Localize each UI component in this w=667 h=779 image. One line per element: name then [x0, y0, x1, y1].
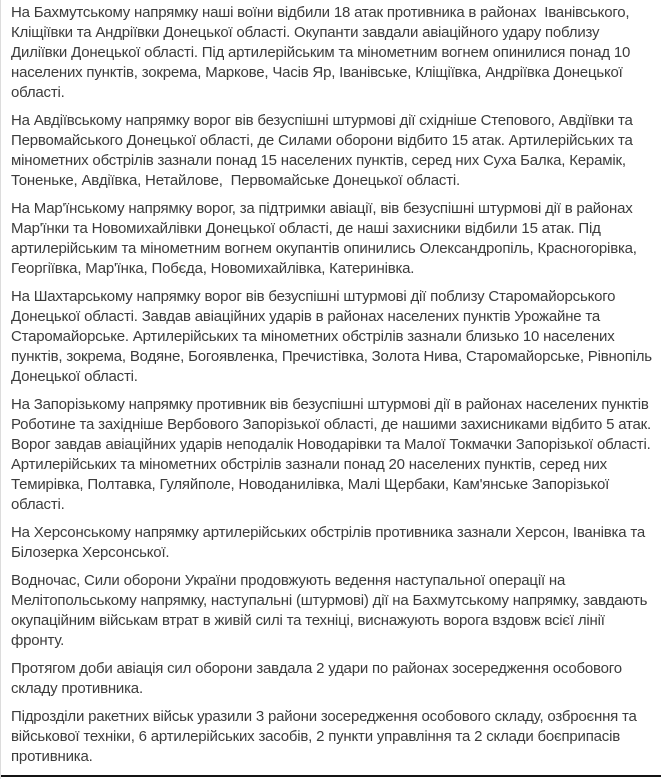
- paragraph-bakhmut-direction: На Бахмутському напрямку наші воїни відбили 18 атак противника в районах Іванівського, Кліщіївки та Андріївки Донецької області. Окупанти завдали авіаційного удару поблизу Диліївки Донецької області. Під артилерійським та мінометним вогнем опинилися понад 10 населених пунктів, зокрема, Маркове, Часів Яр, Іванівське, Кліщіївка, Андріївка Донецької області.: [11, 4, 635, 101]
- paragraph-missile-forces: Підрозділи ракетних військ уразили 3 райони зосередження особового складу, озброєння та військової техніки, 6 артилерійських засобів, 2 пункти управління та 2 склади боєприпасів противника.: [11, 708, 641, 765]
- paragraph-shakhtarsk-direction: На Шахтарському напрямку ворог вів безуспішні штурмові дії поблизу Старомайорського Донецької області. Завдав авіаційних ударів в районах населених пунктів Урожайне та Старомайорське. Артилерійських та мінометних обстрілів зазнали близько 10 населених пунктів, зокрема, Водяне, Богоявленка, Пречистівка, Золота Нива, Старомайорське, Рівнопіль Донецької області.: [11, 288, 656, 385]
- paragraph-aviation-strikes: Протягом доби авіація сил оборони завдала 2 удари по районах зосередження особового складу противника.: [11, 660, 626, 697]
- paragraph-avdiivka-direction: На Авдіївському напрямку ворог вів безуспішні штурмові дії східніше Степового, Авдіївки та Первомайського Донецької області, де Силами оборони відбито 15 атак. Артилерійських та мінометних обстрілів зазнали понад 15 населених пунктів, серед них Суха Балка, Керамік, Тоненьке, Авдіївка, Нетайлове, Первомайське Донецької області.: [11, 112, 637, 189]
- paragraph-marinka-direction: На Мар'їнському напрямку ворог, за підтримки авіації, вів безуспішні штурмові дії в районах Мар'їнки та Новомихайлівки Донецької області, де наші захисники відбили 15 атак. Під артилерійським та мінометним вогнем окупантів опинились Олександропіль, Красногорівка, Георгіївка, Мар'їнка, Побєда, Новомихайлівка, Катеринівка.: [11, 200, 641, 277]
- paragraph-kherson-direction: На Херсонському напрямку артилерійських обстрілів противника зазнали Херсон, Іванівка та Білозерка Херсонської.: [11, 524, 649, 561]
- paragraph-offensive-operations: Водночас, Сили оборони України продовжують ведення наступальної операції на Мелітопольському напрямку, наступальні (штурмові) дії на Бахмутському напрямку, завдають окупаційним військам втрат в живій силі та техніці, виснажують ворога вздовж всієї лінії фронту.: [11, 572, 652, 649]
- paragraph-zaporizhzhia-direction: На Запорізькому напрямку противник вів безуспішні штурмові дії в районах населених пунктів Роботине та західніше Вербового Запорізької області, де нашими захисниками відбито 5 атак. Ворог завдав авіаційних ударів неподалік Новодарівки та Малої Токмачки Запорізької області. Артилерійських та мінометних обстрілів зазнали понад 20 населених пунктів, серед них Темирівка, Полтавка, Гуляйполе, Новоданилівка, Малі Щербаки, Кам'янське Запорізької області.: [11, 396, 655, 513]
- bottom-divider: [1, 775, 661, 777]
